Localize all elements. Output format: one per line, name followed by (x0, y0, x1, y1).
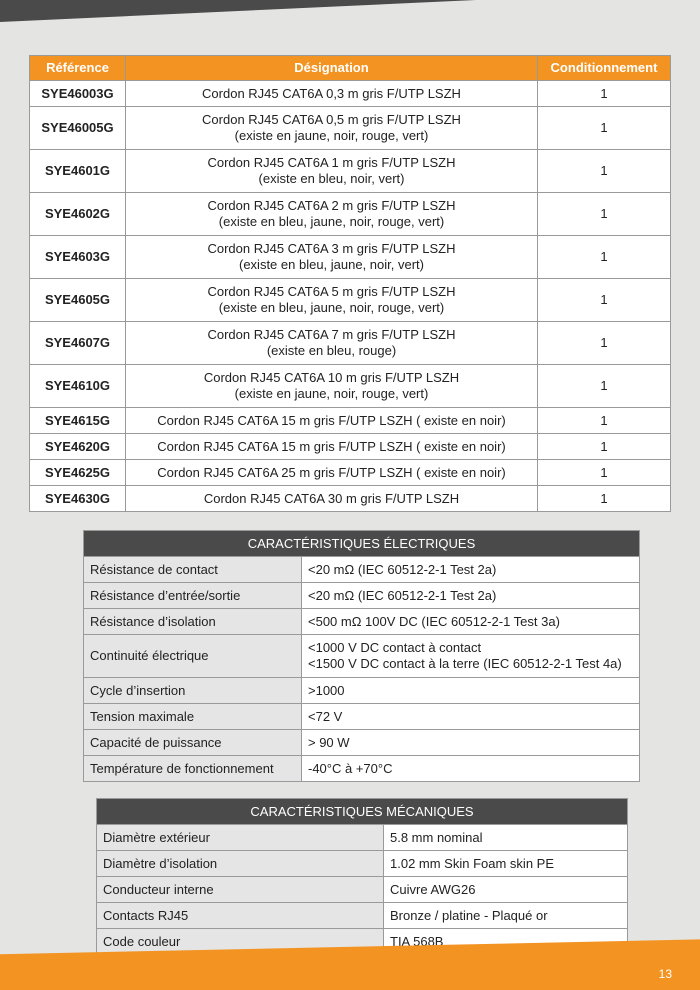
spec-label: Contacts RJ45 (97, 903, 384, 929)
designation-cell (126, 279, 538, 322)
quantity-cell: 1 (538, 486, 671, 512)
designation-cell (126, 236, 538, 279)
reference-cell: SYE4601G (30, 150, 126, 193)
designation-cell (126, 434, 538, 460)
spec-row (84, 609, 640, 635)
spec-value (384, 877, 628, 903)
spec-row (84, 583, 640, 609)
spec-value (384, 851, 628, 877)
spec-value-line: Bronze / platine - Plaqué or (390, 907, 548, 923)
table-row (30, 322, 671, 365)
reference-cell: SYE4610G (30, 365, 126, 408)
table-row (30, 193, 671, 236)
reference-cell: SYE46005G (30, 107, 126, 150)
spec-value (302, 756, 640, 782)
designation-cell (126, 486, 538, 512)
quantity-cell: 1 (538, 107, 671, 150)
table-header-row (30, 56, 671, 81)
spec-value (302, 704, 640, 730)
spec-value-line: 1.02 mm Skin Foam skin PE (390, 855, 554, 871)
quantity-cell: 1 (538, 365, 671, 408)
designation-line: Cordon RJ45 CAT6A 25 m gris F/UTP LSZH ( existe en noir) (157, 464, 506, 480)
quantity-cell: 1 (538, 193, 671, 236)
designation-cell (126, 460, 538, 486)
designation-cell (126, 193, 538, 236)
spec-label: Résistance d’isolation (84, 609, 302, 635)
designation-cell (126, 107, 538, 150)
reference-cell: SYE4620G (30, 434, 126, 460)
quantity-cell: 1 (538, 322, 671, 365)
electrical-specs-table (83, 530, 640, 782)
designation-cell (126, 81, 538, 107)
page-number: 13 (658, 967, 672, 981)
spec-value (302, 730, 640, 756)
quantity-cell: 1 (538, 236, 671, 279)
spec-row (84, 730, 640, 756)
designation-line: Cordon RJ45 CAT6A 1 m gris F/UTP LSZH (207, 155, 456, 170)
electrical-title: CARACTÉRISTIQUES ÉLECTRIQUES (84, 531, 640, 557)
designation-line: Cordon RJ45 CAT6A 3 m gris F/UTP LSZH (207, 241, 456, 256)
table-row (30, 107, 671, 150)
designation-line: Cordon RJ45 CAT6A 15 m gris F/UTP LSZH ( existe en noir) (157, 412, 506, 428)
reference-cell: SYE4615G (30, 408, 126, 434)
spec-row (97, 903, 628, 929)
designation-line: Cordon RJ45 CAT6A 2 m gris F/UTP LSZH (207, 198, 456, 213)
spec-label: Résistance d’entrée/sortie (84, 583, 302, 609)
designation-line: Cordon RJ45 CAT6A 10 m gris F/UTP LSZH (203, 370, 460, 385)
quantity-cell: 1 (538, 434, 671, 460)
reference-cell: SYE4605G (30, 279, 126, 322)
table-row (30, 486, 671, 512)
spec-value-line: <72 V (308, 708, 343, 724)
col-reference: Référence (30, 56, 126, 81)
quantity-cell: 1 (538, 150, 671, 193)
designation-line: Cordon RJ45 CAT6A 15 m gris F/UTP LSZH ( existe en noir) (157, 438, 506, 454)
spec-value (384, 825, 628, 851)
spec-value-line: 5.8 mm nominal (390, 829, 483, 845)
designation-colors: (existe en bleu, jaune, noir, rouge, vert) (218, 300, 445, 315)
spec-value (302, 609, 640, 635)
spec-row (84, 557, 640, 583)
spec-label: Température de fonctionnement (84, 756, 302, 782)
spec-row (84, 635, 640, 678)
reference-cell: SYE4603G (30, 236, 126, 279)
designation-cell (126, 365, 538, 408)
col-designation: Désignation (126, 56, 538, 81)
designation-line: Cordon RJ45 CAT6A 0,3 m gris F/UTP LSZH (202, 85, 461, 101)
reference-cell: SYE4625G (30, 460, 126, 486)
spec-label: Tension maximale (84, 704, 302, 730)
designation-line: Cordon RJ45 CAT6A 7 m gris F/UTP LSZH (207, 327, 456, 342)
quantity-cell: 1 (538, 408, 671, 434)
spec-value-line: -40°C à +70°C (308, 760, 393, 776)
designation-line: Cordon RJ45 CAT6A 5 m gris F/UTP LSZH (207, 284, 456, 299)
spec-label: Diamètre extérieur (97, 825, 384, 851)
spec-value (302, 678, 640, 704)
spec-row (84, 678, 640, 704)
header-band (0, 0, 700, 22)
spec-label: Cycle d’insertion (84, 678, 302, 704)
designation-cell (126, 150, 538, 193)
table-row (30, 81, 671, 107)
spec-row (84, 704, 640, 730)
spec-value-line: Cuivre AWG26 (390, 881, 476, 897)
designation-colors: (existe en jaune, noir, rouge, vert) (234, 128, 429, 143)
designation-colors: (existe en bleu, jaune, noir, rouge, vert) (218, 214, 445, 229)
spec-value-line: >1000 (308, 682, 345, 698)
col-conditionnement: Conditionnement (538, 56, 671, 81)
mechanical-title: CARACTÉRISTIQUES MÉCANIQUES (97, 799, 628, 825)
spec-value-line: > 90 W (308, 734, 350, 750)
designation-colors: (existe en jaune, noir, rouge, vert) (234, 386, 429, 401)
spec-row (97, 877, 628, 903)
table-row (30, 408, 671, 434)
spec-row (97, 825, 628, 851)
spec-label: Conducteur interne (97, 877, 384, 903)
designation-line: Cordon RJ45 CAT6A 30 m gris F/UTP LSZH (203, 490, 460, 506)
spec-value-line: <500 mΩ 100V DC (IEC 60512-2-1 Test 3a) (308, 613, 560, 629)
table-row (30, 236, 671, 279)
spec-value-line: <20 mΩ (IEC 60512-2-1 Test 2a) (308, 587, 497, 603)
table-row (30, 150, 671, 193)
spec-value (384, 903, 628, 929)
spec-label: Code couleur (97, 929, 384, 955)
designation-cell (126, 322, 538, 365)
designation-cell (126, 408, 538, 434)
spec-value-line: TIA 568B (390, 933, 444, 949)
reference-cell: SYE4607G (30, 322, 126, 365)
products-table (29, 55, 671, 512)
spec-value (302, 635, 640, 678)
spec-label: Diamètre d’isolation (97, 851, 384, 877)
spec-row (97, 851, 628, 877)
spec-value-line: <1500 V DC contact à la terre (IEC 60512-2-1 Test 4a) (308, 656, 622, 671)
table-row (30, 365, 671, 408)
quantity-cell: 1 (538, 81, 671, 107)
table-row (30, 434, 671, 460)
quantity-cell: 1 (538, 460, 671, 486)
spec-label: Résistance de contact (84, 557, 302, 583)
spec-label: Capacité de puissance (84, 730, 302, 756)
spec-value (302, 557, 640, 583)
spec-label: Continuité électrique (84, 635, 302, 678)
quantity-cell: 1 (538, 279, 671, 322)
designation-colors: (existe en bleu, jaune, noir, vert) (239, 257, 424, 272)
spec-row (84, 756, 640, 782)
table-row (30, 460, 671, 486)
reference-cell: SYE4630G (30, 486, 126, 512)
spec-value-line: <20 mΩ (IEC 60512-2-1 Test 2a) (308, 561, 497, 577)
spec-value-line: <1000 V DC contact à contact (308, 640, 482, 655)
designation-colors: (existe en bleu, noir, vert) (258, 171, 405, 186)
mechanical-specs-table (96, 798, 628, 955)
table-row (30, 279, 671, 322)
reference-cell: SYE4602G (30, 193, 126, 236)
spec-value (302, 583, 640, 609)
designation-line: Cordon RJ45 CAT6A 0,5 m gris F/UTP LSZH (202, 112, 461, 127)
reference-cell: SYE46003G (30, 81, 126, 107)
designation-colors: (existe en bleu, rouge) (266, 343, 397, 358)
